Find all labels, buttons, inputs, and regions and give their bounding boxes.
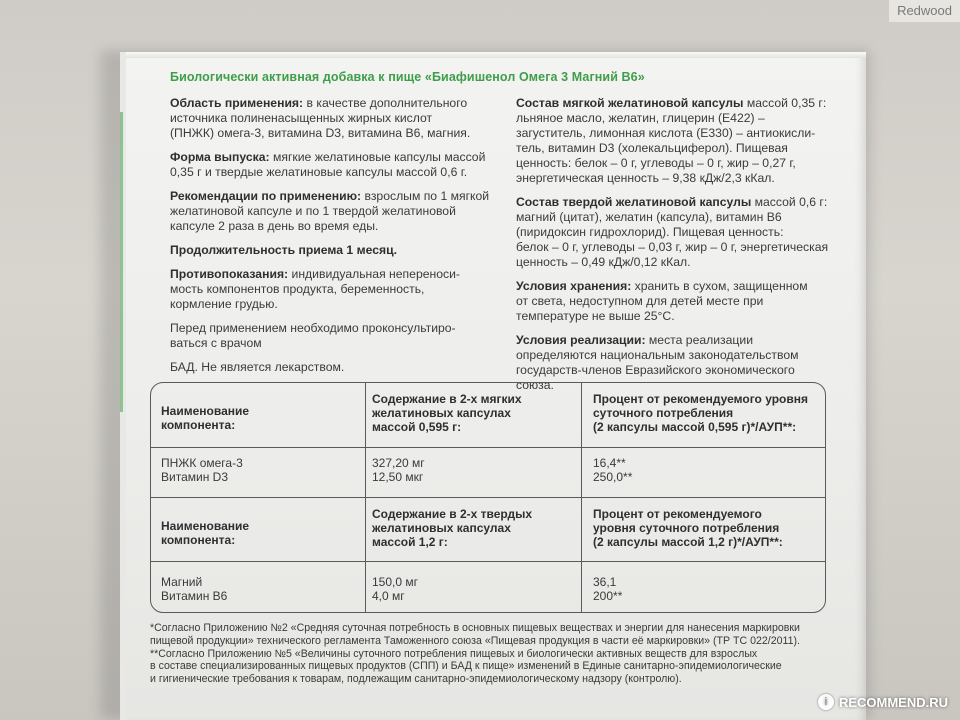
consult-note: Перед применением необходимо проконсультиро- ваться с врачом bbox=[170, 321, 456, 350]
nutrition-table bbox=[150, 382, 826, 613]
hard-capsule-composition: Состав твердой желатиновой капсулы массой 0,6 г: магний (цитат), желатин (капсула), витамин В6 (пиридоксин гидрохлорид). Пищевая ценность: белок – 0 г, углеводы – 0,03 г, жир – 0 г, энергетическая ценность – 0,49 кДж/0,12 кКал. bbox=[516, 195, 829, 269]
contraindications-heading: Противопоказания: bbox=[170, 267, 289, 281]
table-row-divider-3 bbox=[151, 561, 825, 562]
storage-conditions: Условия хранения: хранить в сухом, защищенном от света, недоступном для детей месте при температуре не выше 25°С. bbox=[516, 279, 808, 323]
box-lid-edge bbox=[126, 52, 866, 58]
product-header: Биологически активная добавка к пище «Биафишенол Омега 3 Магний В6» bbox=[170, 70, 645, 84]
table2-names: Магний Витамин В6 bbox=[161, 575, 228, 603]
release-form-heading: Форма выпуска: bbox=[170, 150, 270, 164]
right-text-column bbox=[516, 96, 846, 402]
hard-capsule-heading: Состав твердой желатиновой капсулы bbox=[516, 195, 752, 209]
sale-heading: Условия реализации: bbox=[516, 333, 646, 347]
footnote-line: и гигиенические требования к товарам, подлежащим санитарно-эпидемиологическому надзору (контролю). bbox=[150, 673, 682, 686]
recommend-watermark: i RECOMMEND.RU bbox=[818, 694, 948, 710]
box-side-stripe bbox=[120, 112, 123, 412]
redwood-watermark: Redwood bbox=[889, 0, 960, 22]
table1-percents: 16,4** 250,0** bbox=[593, 456, 633, 484]
recommendations: Рекомендации по применению: взрослым по 1 мягкой желатиновой капсуле и по 1 твердой желатиновой капсуле 2 раза в день во время еды. bbox=[170, 189, 490, 233]
storage-heading: Условия хранения: bbox=[516, 279, 632, 293]
table1-header-name: Наименование компонента: bbox=[161, 404, 250, 432]
sale-conditions: Условия реализации: места реализации определяются национальным законодательством государств-членов Евразийского экономического союза. bbox=[516, 333, 799, 392]
recommend-logo-icon: i bbox=[818, 694, 834, 710]
table2-header-amount: Содержание в 2-х твердых желатиновых капсулах массой 1,2 г: bbox=[372, 507, 532, 549]
table1-header-percent: Процент от рекомендуемого уровня суточного потребления (2 капсулы массой 0,595 г)*/АУП**: bbox=[593, 392, 809, 434]
table-row-divider-2 bbox=[151, 497, 825, 498]
footnote-line: в составе специализированных пищевых продуктов (СПП) и БАД к пище» изменений в Единые санитарно-эпидемиологические bbox=[150, 660, 782, 673]
duration bbox=[170, 243, 500, 258]
table2-header-name: Наименование компонента: bbox=[161, 519, 250, 547]
footnotes bbox=[150, 622, 840, 686]
left-text-column bbox=[170, 96, 500, 384]
table1-header-amount: Содержание в 2-х мягких желатиновых капсулах массой 0,595 г: bbox=[372, 392, 522, 434]
table2-percents: 36,1 200** bbox=[593, 575, 623, 603]
product-box bbox=[120, 52, 866, 720]
table1-amounts: 327,20 мг 12,50 мкг bbox=[372, 456, 425, 484]
release-form: Форма выпуска: мягкие желатиновые капсулы массой 0,35 г и твердые желатиновые капсулы массой 0,6 г. bbox=[170, 150, 486, 179]
recommendations-heading: Рекомендации по применению: bbox=[170, 189, 362, 203]
footnote-line: **Согласно Приложению №5 «Величины суточного потребления пищевых и биологически активных веществ для взрослых bbox=[150, 647, 758, 660]
not-medicine-note: БАД. Не является лекарством. bbox=[170, 360, 345, 374]
soft-capsule-composition: Состав мягкой желатиновой капсулы массой 0,35 г: льняное масло, желатин, глицерин (Е422) – загуститель, лимонная кислота (Е330) – антиокисли- тель, витамин D3 (холекальциферол). Пищевая ценность: белок – 0 г, углеводы – 0 г, жир – 0,27 г, энергетическая ценность – 9,38 кДж/2,3 кКал. bbox=[516, 96, 827, 185]
duration-heading: Продолжительность приема 1 месяц. bbox=[170, 243, 397, 257]
table1-names: ПНЖК омега-3 Витамин D3 bbox=[161, 456, 243, 484]
footnote-line: *Согласно Приложению №2 «Средняя суточная потребность в основных пищевых веществах и энергии для нанесения маркировки bbox=[150, 622, 800, 634]
footnote-line: пищевой продукции» технического регламента Таможенного союза «Пищевая продукция в части её маркировки» (ТР ТС 022/2011). bbox=[150, 634, 800, 647]
soft-capsule-heading: Состав мягкой желатиновой капсулы bbox=[516, 96, 744, 110]
table-row-divider-1 bbox=[151, 447, 825, 448]
usage-area: Область применения: в качестве дополнительного источника полиненасыщенных жирных кислот (ПНЖК) омега-3, витамина D3, витамина В6, магния. bbox=[170, 96, 471, 140]
table2-amounts: 150,0 мг 4,0 мг bbox=[372, 575, 418, 603]
table2-header-percent: Процент от рекомендуемого уровня суточного потребления (2 капсулы массой 1,2 г)*/АУП**: bbox=[593, 507, 783, 549]
contraindications: Противопоказания: индивидуальная непереноси- мость компонентов продукта, беременность, кормление грудью. bbox=[170, 267, 460, 311]
usage-area-heading: Область применения: bbox=[170, 96, 304, 110]
